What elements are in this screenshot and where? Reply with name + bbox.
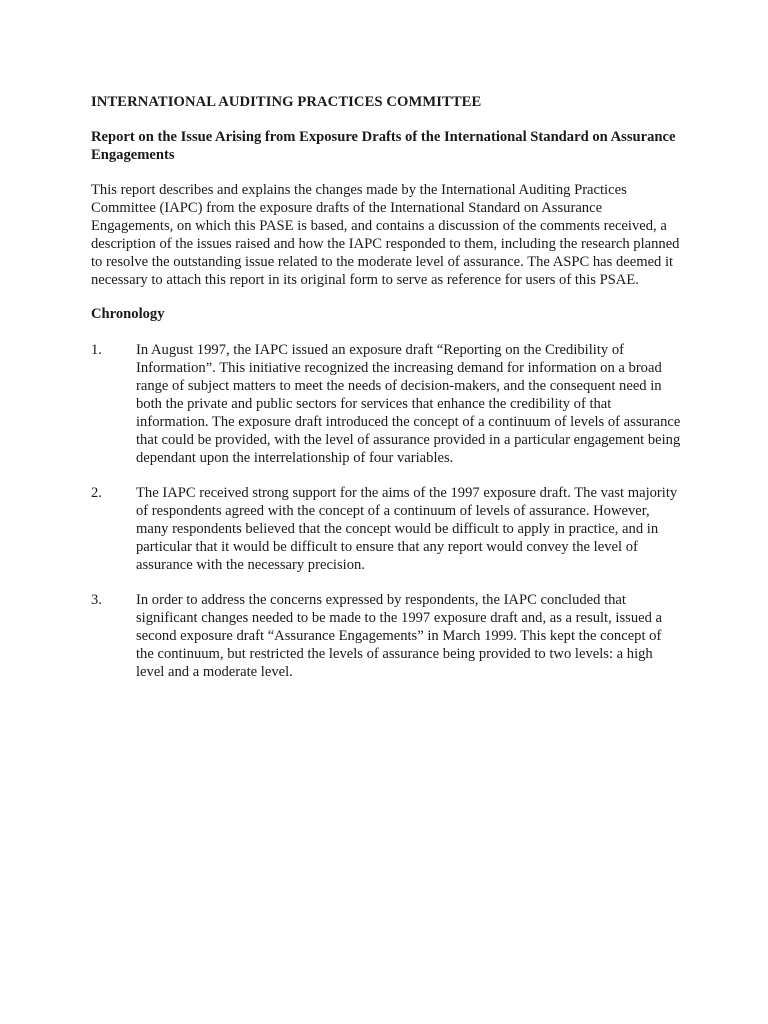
chronology-item-2 [91,484,681,574]
section-heading-chronology: Chronology [91,306,165,322]
item-number: 3. [91,592,102,608]
item-text: In August 1997, the IAPC issued an exposure draft “Reporting on the Credibility of Information”. This initiative recognized the increasing demand for information on a broad range of subject matters to meet the needs of decision-makers, and the consequent need in both the private and public sectors for services that enhance the credibility of that information. The exposure draft introduced the concept of a continuum of levels of assurance that could be provided, with the level of assurance provided in a particular engagement being dependant upon the interrelationship of four variables. [136,342,681,466]
document-body [91,93,681,698]
item-number: 1. [91,342,102,358]
committee-title: INTERNATIONAL AUDITING PRACTICES COMMITTEE [91,94,482,110]
item-text: In order to address the concerns expressed by respondents, the IAPC concluded that significant changes needed to be made to the 1997 exposure draft and, as a result, issued a second exposure draft “Assurance Engagements” in March 1999. This kept the concept of the continuum, but restricted the levels of assurance being provided to two levels: a high level and a moderate level. [136,592,663,680]
chronology-item-1 [91,341,681,467]
intro-paragraph: This report describes and explains the changes made by the International Auditing Practices Committee (IAPC) from the exposure drafts of the International Standard on Assurance Engagements, on which this PASE is based, and contains a discussion of the comments received, a description of the issues raised and how the IAPC responded to them, including the research planned to resolve the outstanding issue related to the moderate level of assurance. The ASPC has deemed it necessary to attach this report in its original form to serve as reference for users of this PSAE. [91,182,680,288]
chronology-item-3 [91,591,681,681]
item-text: The IAPC received strong support for the aims of the 1997 exposure draft. The vast majority of respondents agreed with the concept of a continuum of levels of assurance. However, many respondents believed that the concept would be difficult to apply in practice, and in particular that it would be difficult to ensure that any report would convey the level of assurance with the necessary precision. [136,485,678,573]
item-number: 2. [91,485,102,501]
report-title: Report on the Issue Arising from Exposure Drafts of the International Standard on Assurance Engagements [91,129,676,163]
